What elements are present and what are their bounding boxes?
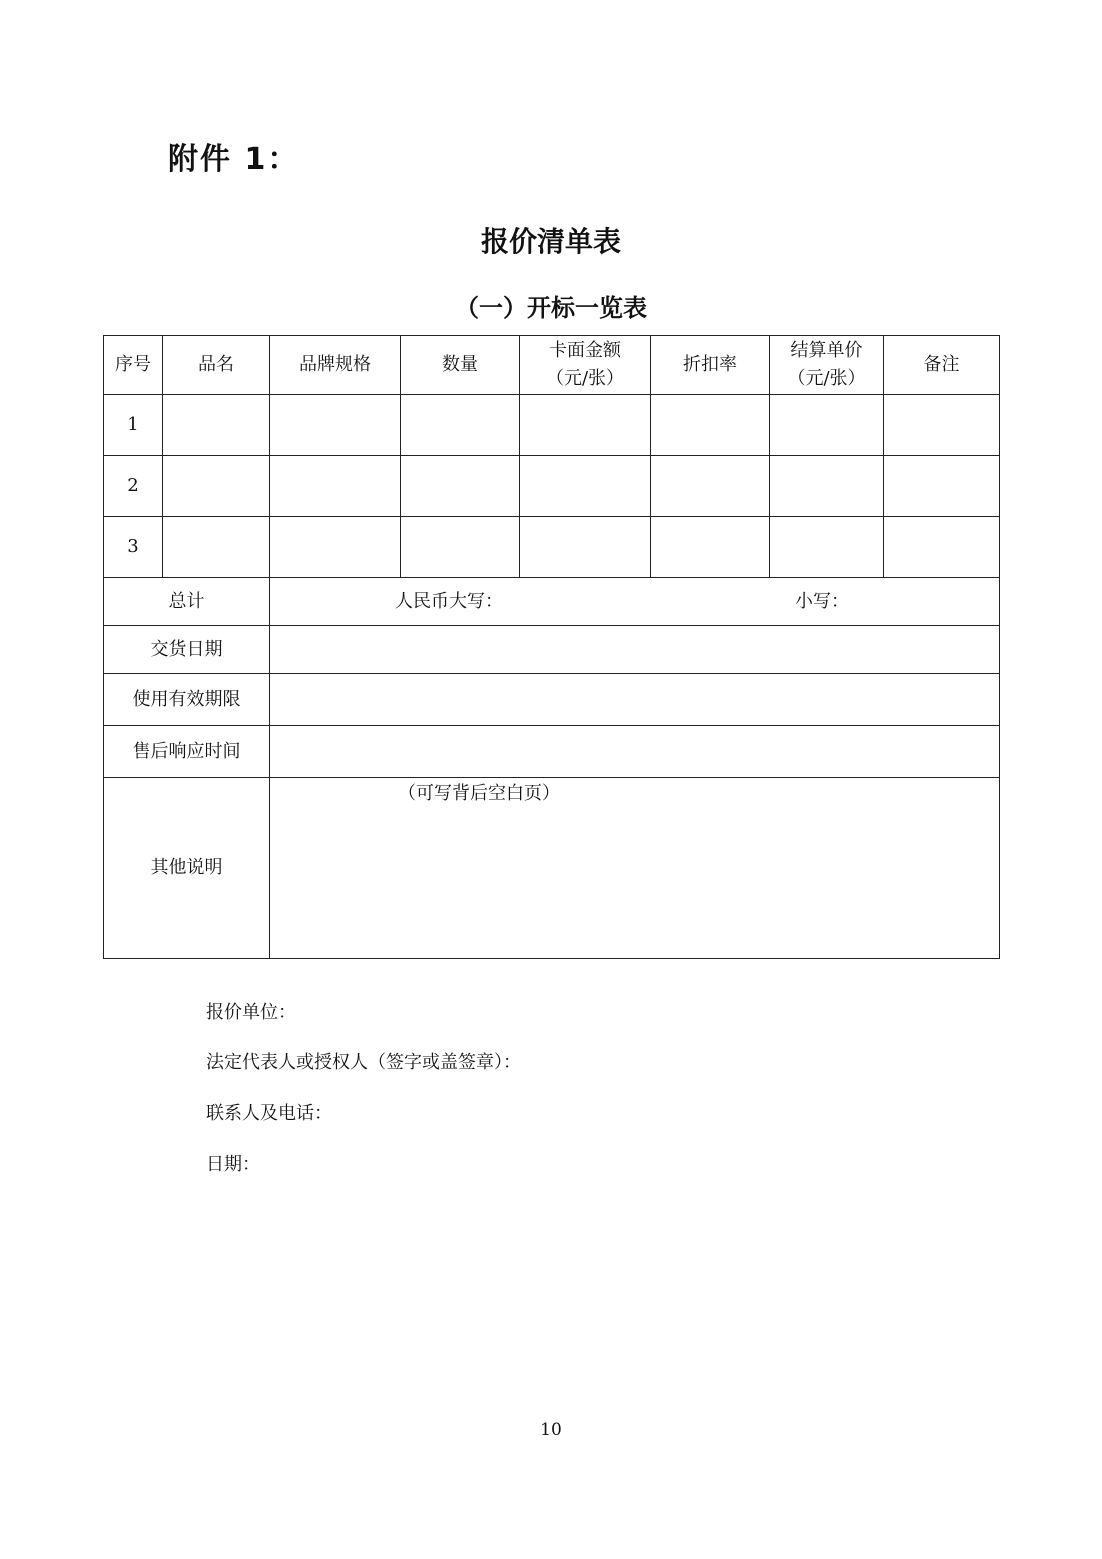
cell-face-value[interactable]: [520, 517, 651, 578]
cell-name[interactable]: [163, 456, 270, 517]
other-notes-hint: （可写背后空白页）: [398, 783, 560, 804]
page-number: 10: [540, 1420, 562, 1440]
quote-table: [103, 335, 1000, 959]
table-row: [104, 456, 1000, 517]
total-upper-label: 人民币大写：: [395, 590, 503, 612]
total-lower-label: 小写：: [795, 590, 849, 612]
row-seq: 1: [104, 395, 163, 456]
cell-discount[interactable]: [651, 517, 770, 578]
representative-label: 法定代表人或授权人（签字或盖签章）：: [206, 1052, 521, 1073]
header-quantity: 数量: [401, 336, 520, 395]
total-label: 总计: [104, 578, 270, 626]
section-subtitle: （一）开标一览表: [455, 294, 647, 322]
cell-face-value[interactable]: [520, 456, 651, 517]
validity-label: 使用有效期限: [104, 674, 270, 726]
other-notes-label: 其他说明: [104, 778, 270, 959]
delivery-row: [104, 626, 1000, 674]
cell-settle-price[interactable]: [770, 395, 884, 456]
cell-brand-spec[interactable]: [270, 395, 401, 456]
after-sales-value[interactable]: [270, 726, 1000, 778]
cell-remarks[interactable]: [884, 517, 1000, 578]
cell-name[interactable]: [163, 395, 270, 456]
cell-face-value[interactable]: [520, 395, 651, 456]
cell-remarks[interactable]: [884, 456, 1000, 517]
table-row: [104, 395, 1000, 456]
header-settle-price: 结算单价 （元/张）: [770, 336, 884, 395]
validity-value[interactable]: [270, 674, 1000, 726]
other-notes-value[interactable]: [270, 778, 1000, 959]
delivery-date-label: 交货日期: [104, 626, 270, 674]
cell-quantity[interactable]: [401, 395, 520, 456]
header-seq: 序号: [104, 336, 163, 395]
row-seq: 3: [104, 517, 163, 578]
after-sales-label: 售后响应时间: [104, 726, 270, 778]
date-label: 日期：: [206, 1154, 260, 1175]
header-brand-spec: 品牌规格: [270, 336, 401, 395]
table-row: [104, 517, 1000, 578]
header-row: [104, 336, 1000, 395]
cell-remarks[interactable]: [884, 395, 1000, 456]
header-remarks: 备注: [884, 336, 1000, 395]
delivery-date-value[interactable]: [270, 626, 1000, 674]
cell-quantity[interactable]: [401, 456, 520, 517]
cell-brand-spec[interactable]: [270, 517, 401, 578]
header-name: 品名: [163, 336, 270, 395]
page-title: 报价清单表: [480, 225, 621, 258]
row-seq: 2: [104, 456, 163, 517]
cell-quantity[interactable]: [401, 517, 520, 578]
contact-label: 联系人及电话：: [206, 1103, 332, 1124]
cell-discount[interactable]: [651, 456, 770, 517]
header-discount: 折扣率: [651, 336, 770, 395]
attachment-label: 附件 1：: [168, 142, 300, 177]
validity-row: [104, 674, 1000, 726]
other-notes-row: [104, 778, 1000, 959]
cell-settle-price[interactable]: [770, 456, 884, 517]
cell-name[interactable]: [163, 517, 270, 578]
cell-brand-spec[interactable]: [270, 456, 401, 517]
total-values[interactable]: [270, 578, 1000, 626]
cell-discount[interactable]: [651, 395, 770, 456]
header-face-value: 卡面金额 （元/张）: [520, 336, 651, 395]
cell-settle-price[interactable]: [770, 517, 884, 578]
bidder-label: 报价单位：: [206, 1002, 296, 1023]
total-row: [104, 578, 1000, 626]
after-sales-row: [104, 726, 1000, 778]
